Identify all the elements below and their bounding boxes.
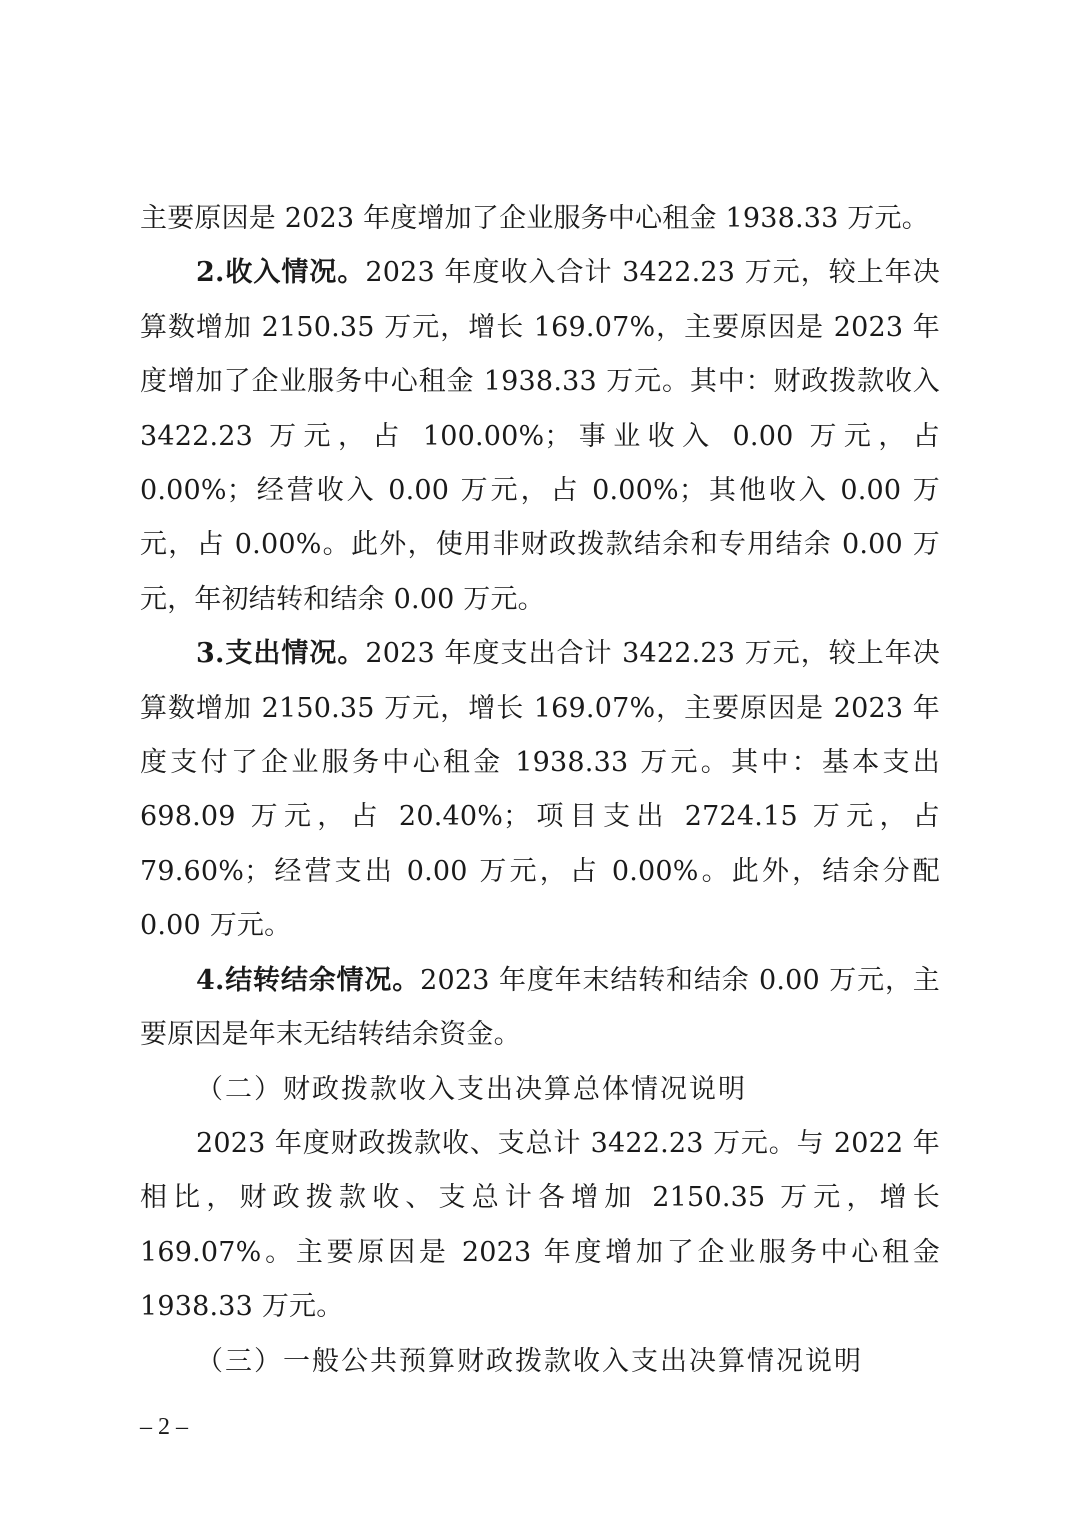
document-body (140, 192, 940, 1389)
paragraph-expenditure (140, 627, 940, 953)
paragraph-text: 2023 年度年末结转和结余 0.00 万元，主要原因是年末无结转结余资金。 (140, 964, 940, 1051)
paragraph-text: 2023 年度支出合计 3422.23 万元，较上年决算数增加 2150.35 万元，增长 169.07%，主要原因是 2023 年度支付了企业服务中心租金 1938.33 万元。其中：基本支出 698.09 万元，占 20.40%；项目支出 2724.15 万元，占 79.60%；经营支出 0.00 万元，占 0.00%。此外，结余分配 0.00 万元。 (140, 638, 940, 942)
paragraph-income (140, 246, 940, 627)
paragraph-lead: 4.结转结余情况。 (196, 964, 421, 996)
paragraph-text: 2023 年度收入合计 3422.23 万元，较上年决算数增加 2150.35 万元，增长 169.07%，主要原因是 2023 年度增加了企业服务中心租金 1938.33 万元。其中：财政拨款收入 3422.23 万元，占 100.00%；事业收入 0.00 万元，占 0.00%；经营收入 0.00 万元，占 0.00%；其他收入 0.00 万元，占 0.00%。此外，使用非财政拨款结余和专用结余 0.00 万元，年初结转和结余 0.00 万元。 (140, 257, 940, 615)
paragraph-lead: 2.收入情况。 (196, 257, 366, 289)
paragraph-text: 2023 年度财政拨款收、支总计 3422.23 万元。与 2022 年相比，财政拨款收、支总计各增加 2150.35 万元，增长 169.07%。主要原因是 2023 年度增加了企业服务中心租金 1938.33 万元。 (140, 1127, 940, 1323)
paragraph-fiscal-total (140, 1117, 940, 1335)
section-heading-3: （三）一般公共预算财政拨款收入支出决算情况说明 (196, 1345, 863, 1377)
section-heading-2: （二）财政拨款收入支出决算总体情况说明 (196, 1073, 747, 1105)
paragraph-text: 主要原因是 2023 年度增加了企业服务中心租金 1938.33 万元。 (140, 203, 929, 234)
paragraph-balance (140, 954, 940, 1063)
paragraph-continuation (140, 192, 940, 246)
paragraph-lead: 3.支出情况。 (196, 638, 366, 670)
page-number: – 2 – (140, 1414, 188, 1440)
